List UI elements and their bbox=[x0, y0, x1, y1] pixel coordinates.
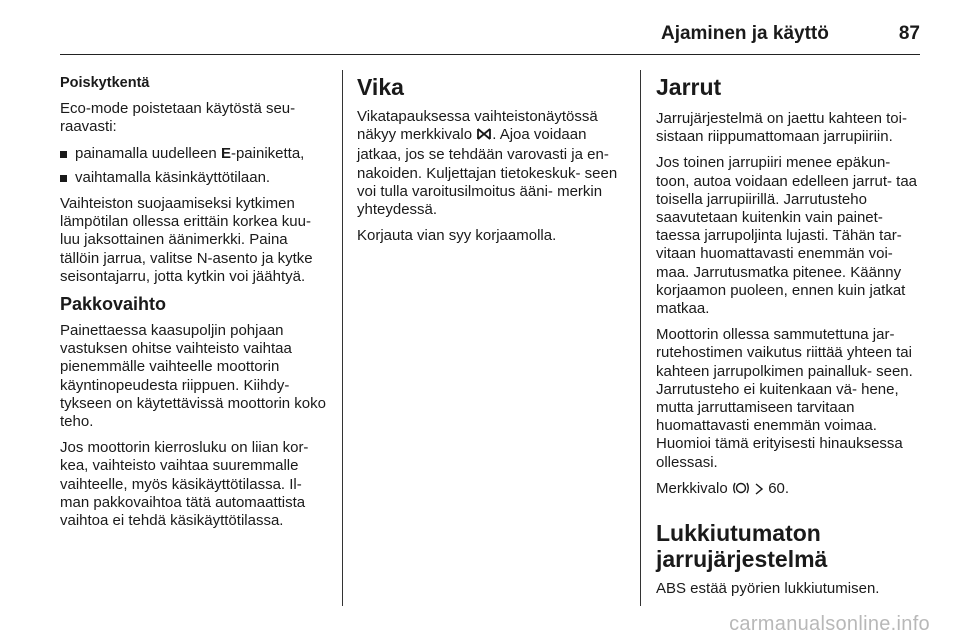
column-middle bbox=[357, 74, 625, 253]
paragraph: Vaihteiston suojaamiseksi kytkimen lämpötilan ollessa erittäin korkea kuu- luu jaksottainen äänimerkki. Paina tällöin jarrua, valitse N-asento ja kytke seisontajarru, jotta kytkin voi jäähtyä. bbox=[60, 195, 313, 285]
paragraph: Painettaessa kaasupoljin pohjaan vastuksen ohitse vaihteisto vaihtaa pienemmälle vaihteelle moottorin käyntinopeudesta riippuen. Kiihdy- tykseen on käytettävissä moottorin koko teho. bbox=[60, 322, 326, 431]
bullet-list bbox=[60, 145, 328, 187]
paragraph: Jos moottorin kierrosluku on liian kor- kea, vaihteisto vaihtaa suuremmalle vaihteelle, myös käsikäyttötilassa. Il- man pakkovaihtoa tätä automaattista vaihtoa ei tehdä käsikäyttötilassa. bbox=[60, 439, 309, 530]
bullet-text: vaihtamalla käsinkäyttötilaan. bbox=[75, 168, 271, 186]
brake-warning-icon bbox=[732, 481, 750, 500]
list-item bbox=[60, 169, 328, 187]
paragraph: Jos toinen jarrupiiri menee epäkun- toon, autoa voidaan edelleen jarrut- taa toisella jarrupiirillä. Jarrutusteho saavutetaan kuitenkin vain painet- taessa jarrupoljinta lujasti. Tähän tar- vitaan huomattavasti enemmän voi- maa. Jarrutusmatka pitenee. Käänny korjaamon puoleen, ennen kuin jatkat matkaa. bbox=[656, 154, 918, 318]
column-right bbox=[656, 74, 926, 606]
paragraph: ABS estää pyörien lukkiutumisen. bbox=[656, 580, 880, 598]
list-item bbox=[60, 145, 328, 163]
paragraph: Vikatapauksessa vaihteistonäytössä näkyy merkkivalo . Ajoa voidaan jatkaa, jos se tehdään varovasti ja en- nakoiden. Kuljettajan tietokeskuk- seen voi tulla varoitusilmoitus ääni- merkin yhteydessä. bbox=[357, 108, 618, 219]
column-left bbox=[60, 74, 328, 538]
page-number: 87 bbox=[898, 23, 920, 44]
paragraph: Moottorin ollessa sammutettuna jar- rutehostimen vaikutus riittää yhteen tai kahteen jarrupolkimen painalluk- seen. Jarrutusteho ei kuitenkaan vä- hene, mutta jarruttamiseen tarvitaan huomattavasti enemmän voimaa. Huomioi tämä erityisesti hinauksessa ollessasi. bbox=[656, 326, 913, 471]
bullet-icon bbox=[60, 175, 67, 182]
bullet-text: painamalla uudelleen bbox=[75, 144, 221, 162]
watermark: carmanualsonline.info bbox=[729, 613, 930, 635]
heading-pakkovaihto: Pakkovaihto bbox=[60, 294, 167, 315]
bullet-text-suffix: -painiketta, bbox=[230, 144, 305, 162]
column-divider bbox=[342, 70, 343, 606]
subheading-poiskytkenta: Poiskytkentä bbox=[60, 75, 150, 91]
heading-vika: Vika bbox=[357, 74, 404, 100]
bullet-icon bbox=[60, 151, 67, 158]
button-key-label: E bbox=[220, 144, 231, 162]
column-divider bbox=[640, 70, 641, 606]
page-section-title: Ajaminen ja käyttö bbox=[660, 23, 829, 44]
heading-abs: Lukkiutumaton jarrujärjestelmä bbox=[656, 520, 828, 573]
paragraph: Jarrujärjestelmä on jaettu kahteen toi- sistaan riippumattomaan jarrupiiriin. bbox=[656, 110, 907, 146]
page-header bbox=[60, 14, 920, 55]
gearbox-warning-icon bbox=[476, 127, 492, 146]
page-reference-arrow-icon bbox=[754, 482, 764, 500]
paragraph-intro: Eco-mode poistetaan käytöstä seu- raavasti: bbox=[60, 100, 296, 136]
paragraph: Korjauta vian syy korjaamolla. bbox=[357, 227, 557, 245]
heading-jarrut: Jarrut bbox=[656, 74, 722, 100]
paragraph-reference: Merkkivalo 60. bbox=[656, 480, 926, 500]
